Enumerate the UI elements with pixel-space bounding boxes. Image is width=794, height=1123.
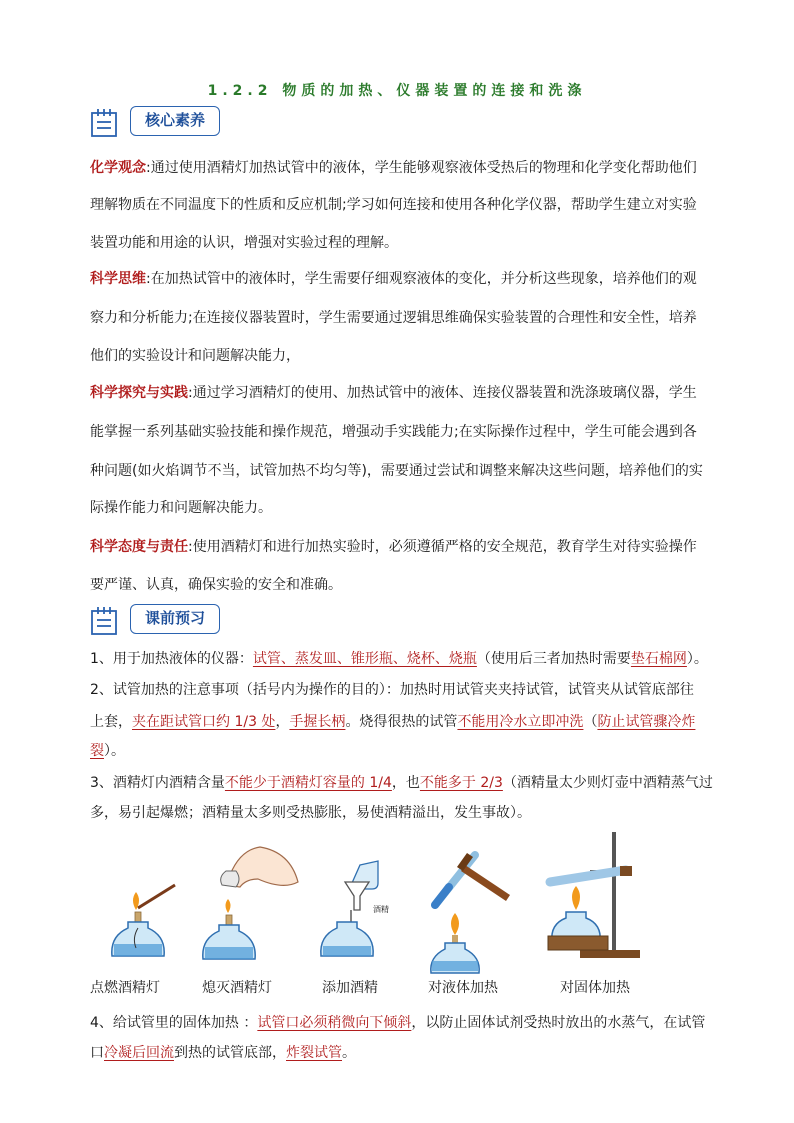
heating-solid-illustration [540,830,650,975]
question-4-line-2 [90,1042,356,1062]
text-span: 4、给试管里的固体加热 ： [90,1015,258,1031]
question-2-line-3 [90,740,125,760]
text-line: 他们的实验设计和问题解决能力， [90,348,300,364]
section-title-core: 核心素养 [130,106,220,136]
text-span: :使用酒精灯和进行加热实验时，必须遵循严格的安全规范，教育学生对待实验操作 [188,539,697,555]
text-line: 际操作能力和问题解决能力。 [90,500,272,516]
text-span: :通过学习酒精灯的使用、加热试管中的液体、连接仪器装置和洗涤玻璃仪器，学生 [188,385,697,401]
lead-label: 科学思维 [90,271,146,287]
text-span: （ [583,714,598,730]
question-2-line-1: 2、试管加热的注意事项（括号内为操作的目的）：加热时用试管夹夹持试管，试管夹从试管底部往 [90,682,694,698]
answer-blank: 不能多于 2/3 [419,775,503,791]
section-title-preview: 课前预习 [130,604,220,634]
caption-heating-liquid: 对液体加热 [428,980,498,996]
text-span: 到热的试管底部， [174,1045,286,1061]
extinguishing-lamp-illustration [200,835,300,975]
answer-blank: 夹在距试管口约 1/3 处 [132,714,276,730]
lead-label: 科学探究与实践 [90,385,188,401]
answer-blank: 不能用冷水立即冲洗 [457,714,584,730]
text-span: 1、用于加热液体的仪器： [90,651,253,667]
notepad-icon [90,606,118,636]
text-line [90,268,697,288]
apparatus-figures [90,830,710,996]
text-span: 。烧得很热的试管 [345,714,458,730]
question-4-line-1 [90,1012,705,1032]
caption-extinguishing: 熄灭酒精灯 [202,980,272,996]
text-span: ，以防止固体试剂受热时放出的水蒸气，在试管 [411,1015,706,1031]
answer-blank: 裂 [90,743,104,759]
answer-blank: 不能少于酒精灯容量的 1/4 [224,775,392,791]
answer-blank: 冷凝后回流 [104,1045,174,1061]
text-line [90,536,697,556]
notepad-icon [90,108,118,138]
lead-label: 化学观念 [90,160,146,176]
text-span: 3、酒精灯内酒精含量 [90,775,225,791]
text-line: 能掌握一系列基础实验技能和操作规范，增强动手实践能力;在实际操作过程中，学生可能会遇到各 [90,424,697,440]
question-3-line-2: 多，易引起爆燃；酒精量太多则受热膨胀，易使酒精溢出，发生事故）。 [90,805,531,821]
text-line [90,382,697,402]
text-line: 种问题(如火焰调节不当，试管加热不均匀等)，需要通过尝试和调整来解决这些问题，培养他们的实 [90,463,703,479]
text-span: 口 [90,1045,104,1061]
answer-blank: 防止试管骤冷炸 [597,714,696,730]
text-line: 装置功能和用途的认识，增强对实验过程的理解。 [90,235,398,251]
text-line [90,157,697,177]
lighting-lamp-illustration [100,880,180,975]
adding-alcohol-illustration [315,860,405,975]
question-2-line-2 [90,711,695,731]
alcohol-label: 酒精 [373,905,389,914]
text-span: （酒精量太少则灯壶中酒精蒸气过 [502,775,713,791]
question-1 [90,648,708,668]
question-3-line-1 [90,772,713,792]
text-span: ， [275,714,290,730]
answer-blank: 炸裂试管 [286,1045,342,1061]
caption-heating-solid: 对固体加热 [560,980,630,996]
answer-blank: 手握长柄 [289,714,346,730]
answer-blank: 试管、蒸发皿、锥形瓶、烧杯、烧瓶 [252,651,477,667]
answer-blank: 垫石棉网 [630,651,687,667]
text-line: 理解物质在不同温度下的性质和反应机制;学习如何连接和使用各种化学仪器，帮助学生建立对实验 [90,197,697,213]
lead-label: 科学态度与责任 [90,539,188,555]
page-title: 1.2.2 物质的加热、仪器装置的连接和洗涤 [207,83,587,99]
caption-adding-alcohol: 添加酒精 [322,980,378,996]
answer-blank: 试管口必须稍微向下倾斜 [257,1015,412,1031]
text-line: 察力和分析能力;在连接仪器装置时，学生需要通过逻辑思维确保实验装置的合理性和安全性，培养 [90,310,697,326]
text-span: ，也 [391,775,420,791]
text-span: 上套， [90,714,132,730]
caption-lighting: 点燃酒精灯 [90,980,160,996]
text-span: （使用后三者加热时需要 [476,651,631,667]
text-span: :通过使用酒精灯加热试管中的液体，学生能够观察液体受热后的物理和化学变化帮助他们 [146,160,697,176]
text-span: 。 [342,1045,356,1061]
text-span: :在加热试管中的液体时，学生需要仔细观察液体的变化，并分析这些现象，培养他们的观 [146,271,697,287]
text-span: ）。 [104,743,125,759]
text-line: 要严谨、认真，确保实验的安全和准确。 [90,577,342,593]
text-span: ）。 [686,651,708,667]
heating-liquid-illustration [425,835,520,975]
